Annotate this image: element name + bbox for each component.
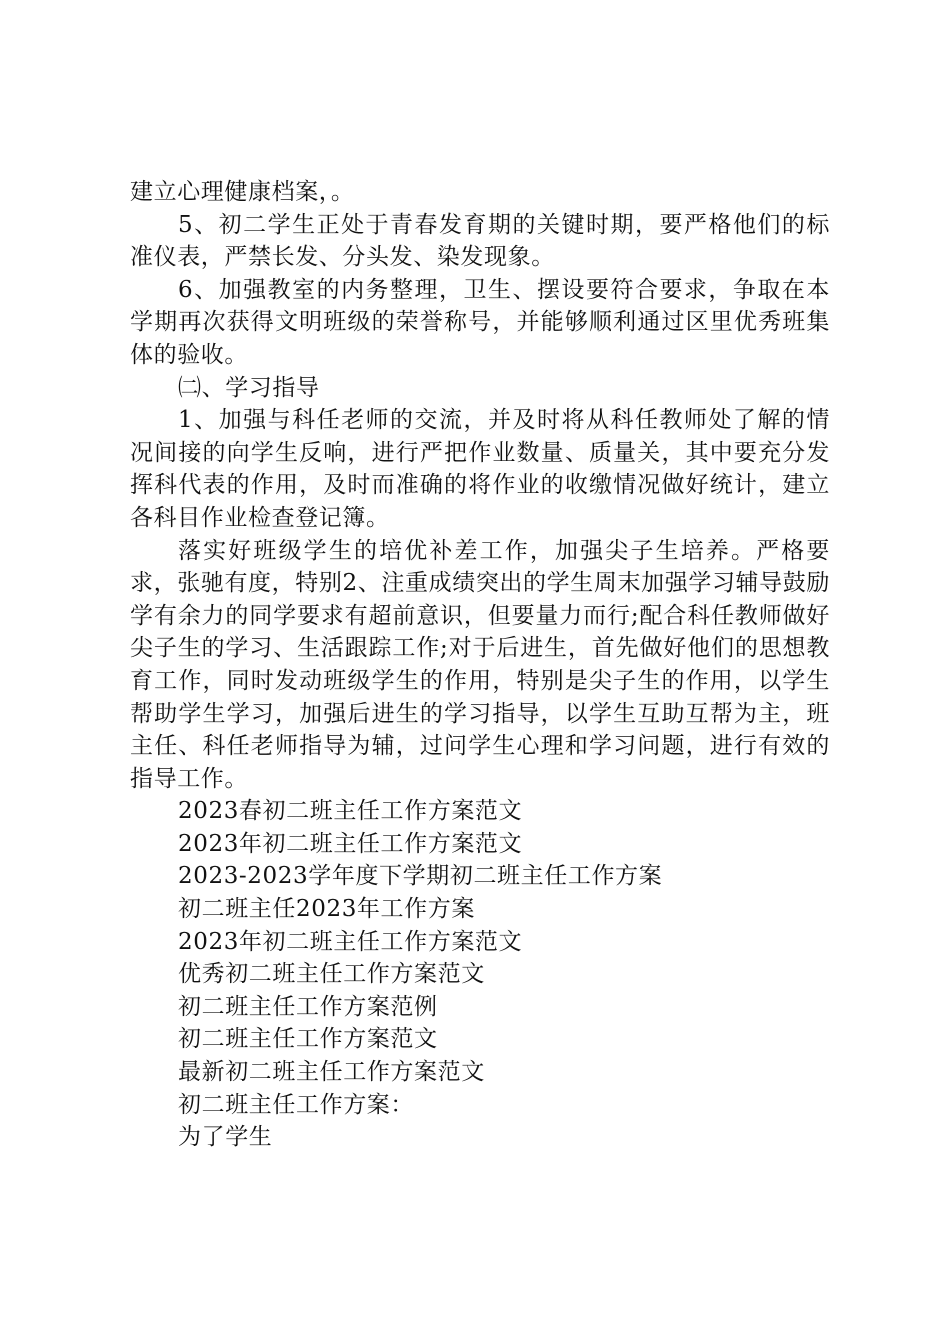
related-article-item: 2023年初二班主任工作方案范文 — [178, 928, 523, 955]
related-article-item: 2023-2023学年度下学期初二班主任工作方案 — [178, 863, 663, 890]
related-article-item: 优秀初二班主任工作方案范文 — [178, 961, 485, 988]
related-article-item: 2023春初二班主任工作方案范文 — [178, 798, 523, 825]
section-heading-study-guidance: ㈡、学习指导 — [178, 374, 320, 401]
paragraph-study-item-1: 1、加强与科任老师的交流，并及时将从科任教师处了解的情况间接的向学生反响，进行严把作业数量、质量关，其中要充分发挥科代表的作用，及时而准确的将作业的收缴情况做好统计，建立各科目作业检查登记簿。 — [130, 407, 830, 531]
related-articles-list — [130, 795, 830, 1154]
related-article-item: 初二班主任2023年工作方案 — [178, 896, 475, 923]
related-article-item: 初二班主任工作方案范例 — [178, 993, 438, 1020]
related-article-item: 初二班主任工作方案范文 — [178, 1026, 438, 1053]
document-body — [130, 176, 830, 1154]
related-article-item: 2023年初二班主任工作方案范文 — [178, 830, 523, 857]
paragraph-item-5: 5、初二学生正处于青春发育期的关键时期，要严格他们的标准仪表，严禁长发、分头发、染发现象。 — [130, 211, 830, 271]
paragraph-gifted-remedial: 落实好班级学生的培优补差工作，加强尖子生培养。严格要求，张驰有度，特别2、注重成绩突出的学生周末加强学习辅导鼓励学有余力的同学要求有超前意识，但要量力而行;配合科任教师做好尖子生的学习、生活跟踪工作;对于后进生，首先做好他们的思想教育工作，同时发动班级学生的作用，特别是尖子生的作用，以学生帮助学生学习，加强后进生的学习指导，以学生互助互帮为主，班主任、科任老师指导为辅，过问学生心理和学习问题，进行有效的指导工作。 — [130, 537, 830, 792]
related-article-item: 为了学生 — [178, 1124, 273, 1151]
related-article-item: 最新初二班主任工作方案范文 — [178, 1059, 485, 1086]
paragraph-item-6: 6、加强教室的内务整理，卫生、摆设要符合要求，争取在本学期再次获得文明班级的荣誉称号，并能够顺利通过区里优秀班集体的验收。 — [130, 276, 830, 368]
related-article-item: 初二班主任工作方案： — [178, 1091, 414, 1118]
paragraph-continuation: 建立心理健康档案，。 — [130, 179, 355, 205]
